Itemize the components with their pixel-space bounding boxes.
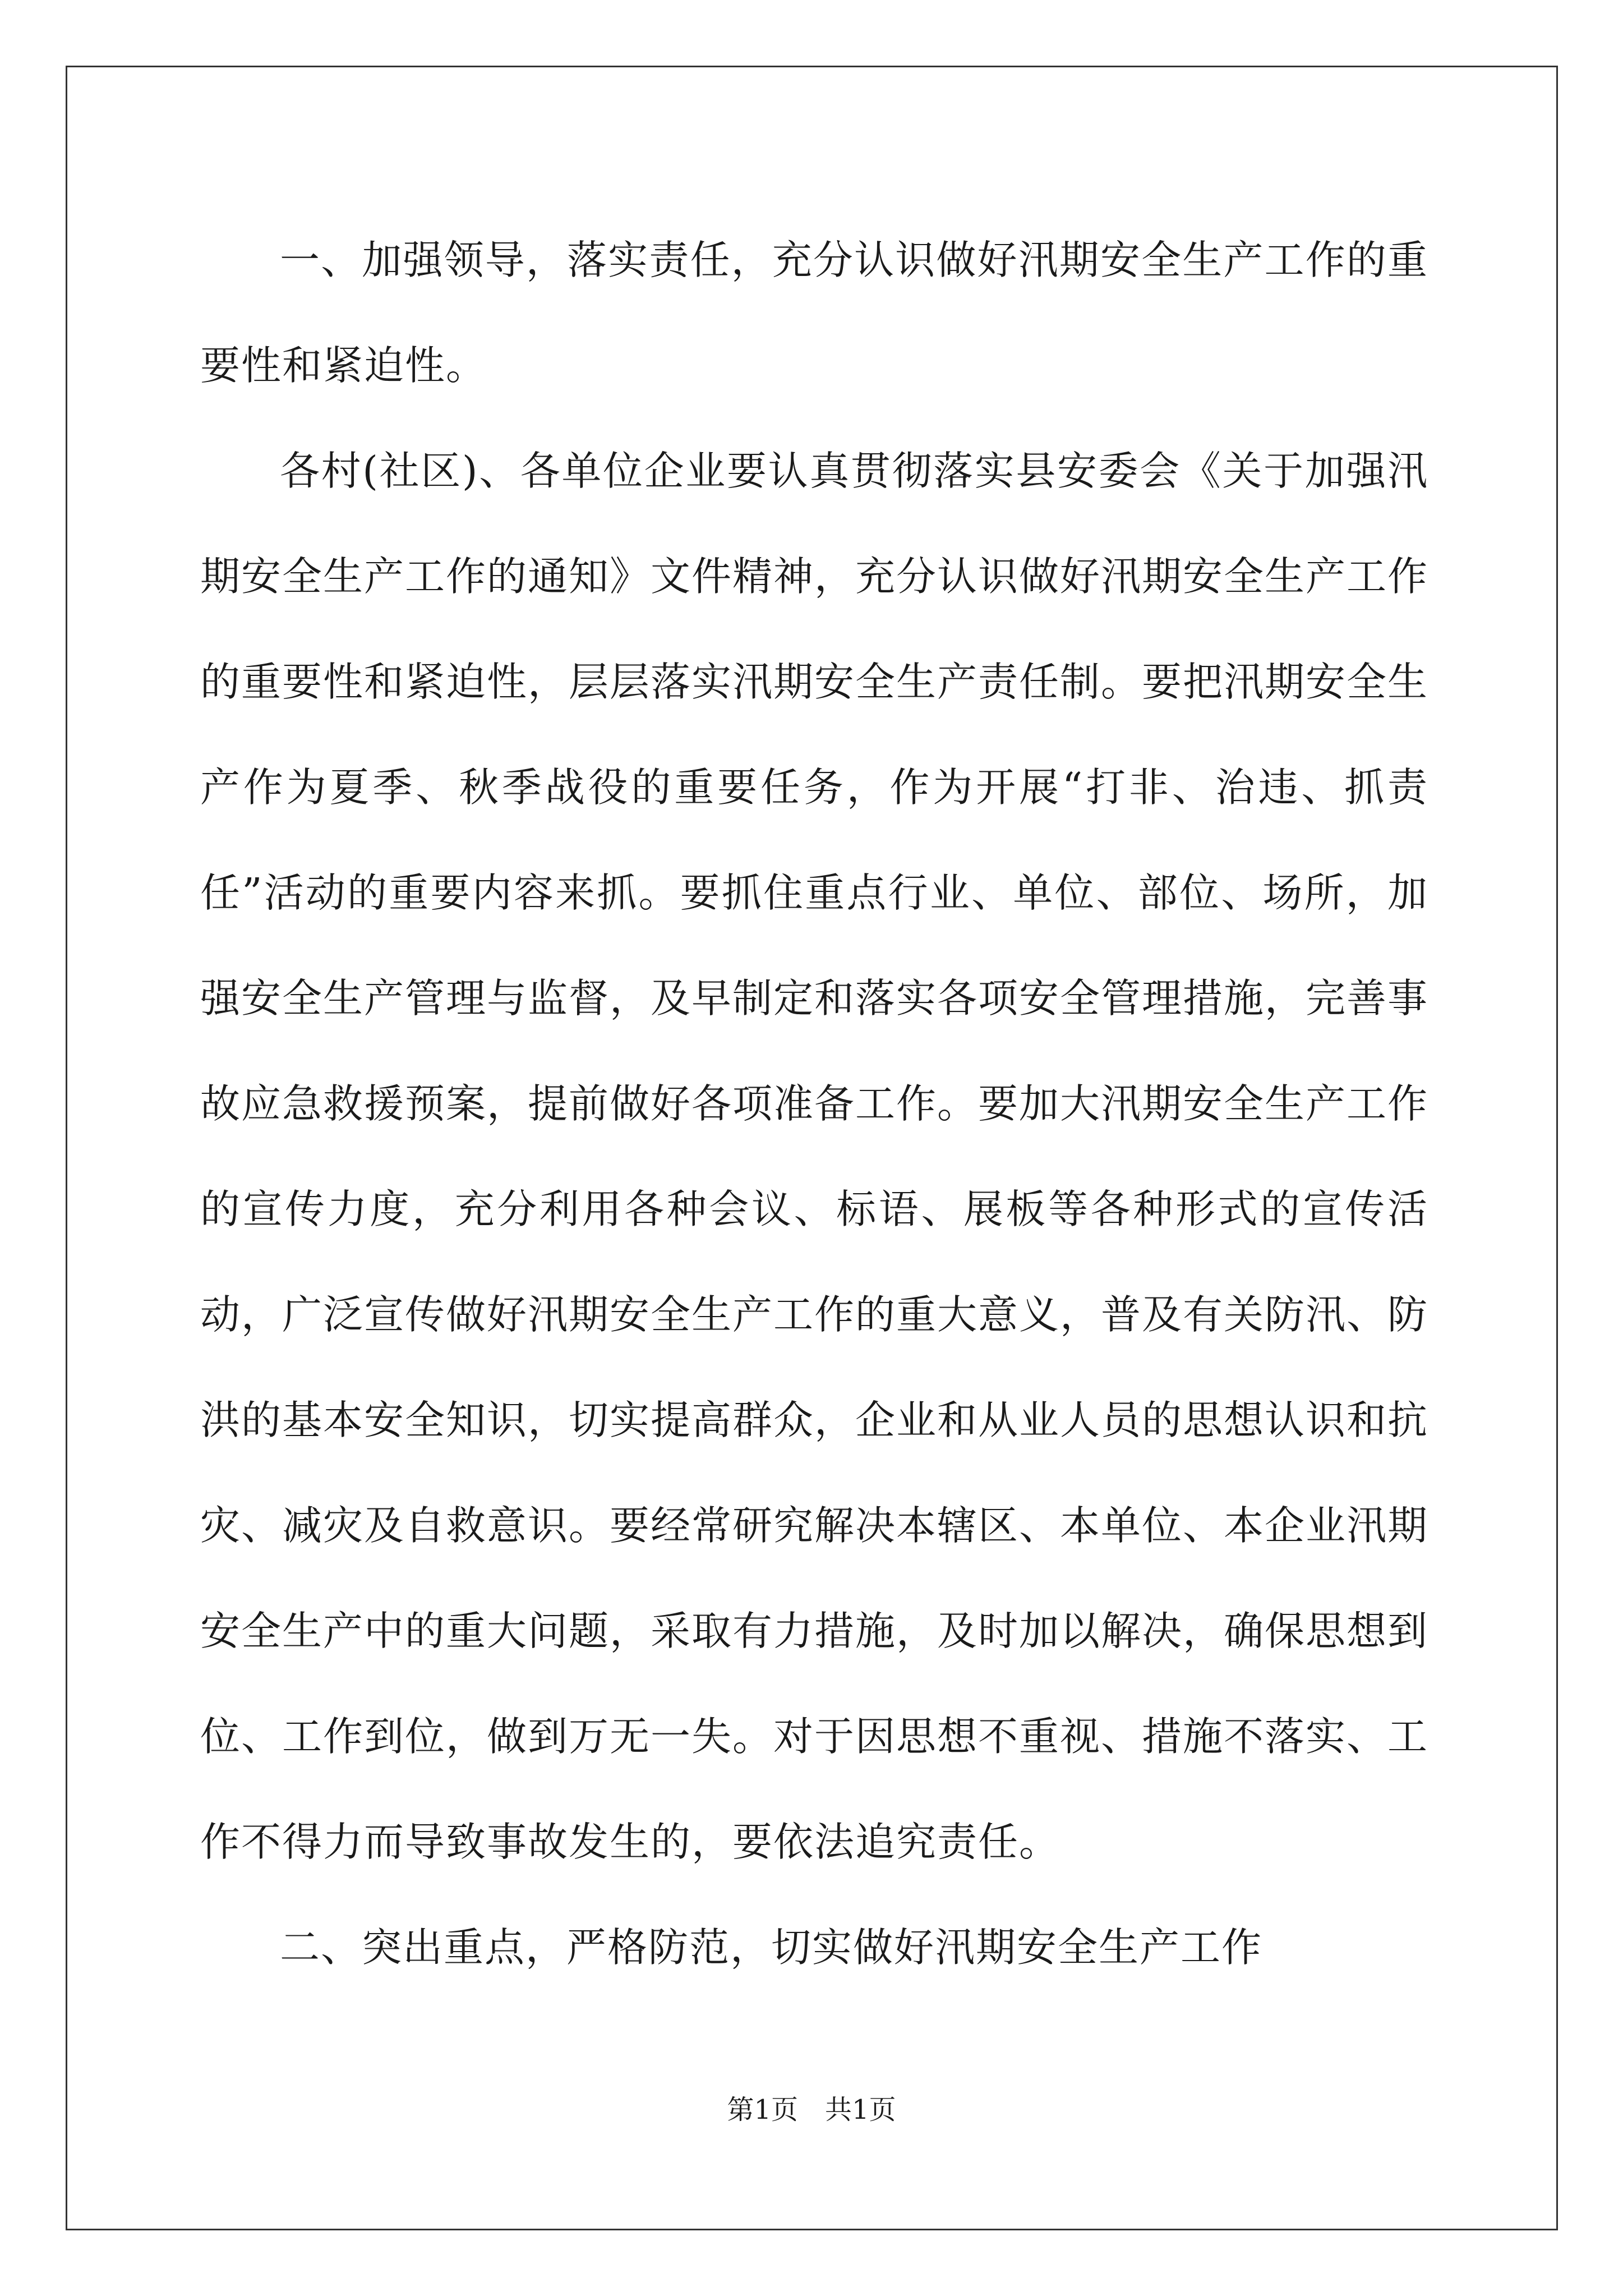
- document-body: [200, 208, 1428, 2000]
- paragraph-heading-1: 一、加强领导，落实责任，充分认识做好汛期安全生产工作的重要性和紧迫性。: [200, 237, 1428, 389]
- paragraph-body: 各村(社区)、各单位企业要认真贯彻落实县安委会《关于加强汛期安全生产工作的通知》文件精神，充分认识做好汛期安全生产工作的重要性和紧迫性，层层落实汛期安全生产责任制。要把汛期安全生产作为夏季、秋季战役的重要任务，作为开展“打非、治违、抓责任”活动的重要内容来抓。要抓住重点行业、单位、部位、场所，加强安全生产管理与监督，及早制定和落实各项安全管理措施，完善事故应急救援预案，提前做好各项准备工作。要加大汛期安全生产工作的宣传力度，充分利用各种会议、标语、展板等各种形式的宣传活动，广泛宣传做好汛期安全生产工作的重大意义，普及有关防汛、防洪的基本安全知识，切实提高群众，企业和从业人员的思想认识和抗灾、减灾及自救意识。要经常研究解决本辖区、本单位、本企业汛期安全生产中的重大问题，采取有力措施，及时加以解决，确保思想到位、工作到位，做到万无一失。对于因思想不重视、措施不落实、工作不得力而导致事故发生的，要依法追究责任。: [200, 448, 1429, 1865]
- page-footer: [0, 2088, 1623, 2127]
- page-number: 第1页 共1页: [727, 2094, 896, 2125]
- paragraph-heading-2: 二、突出重点，严格防范，切实做好汛期安全生产工作: [280, 1924, 1263, 1971]
